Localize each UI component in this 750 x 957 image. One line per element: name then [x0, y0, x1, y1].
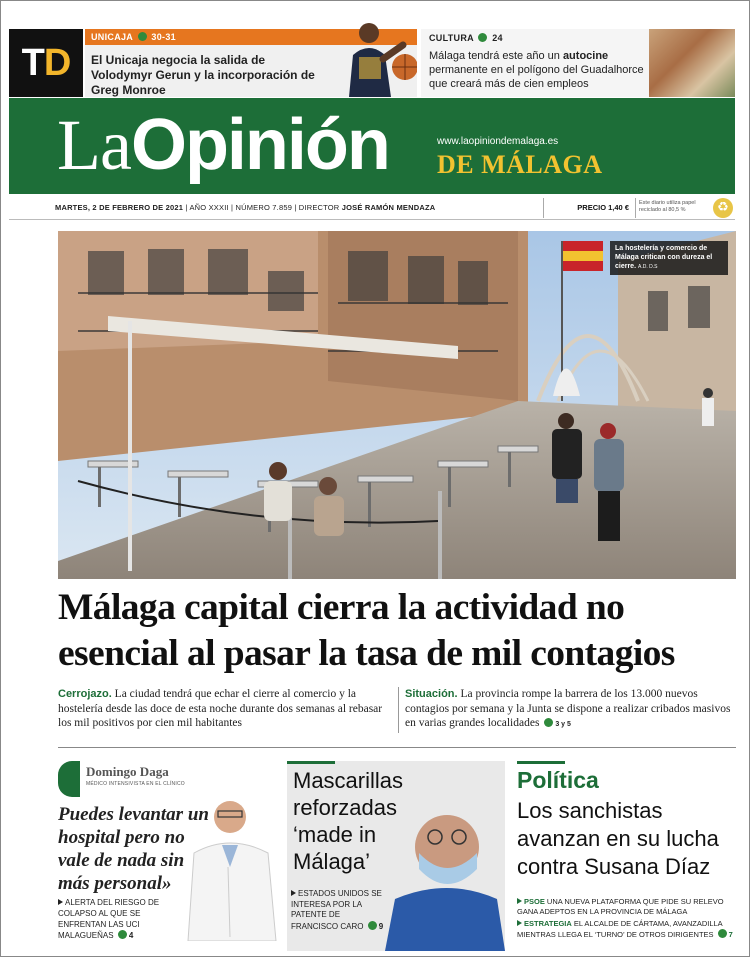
politics-title: Los sanchistas avanzan en su lucha contra Susana Díaz: [517, 798, 719, 879]
page-ref-icon: [478, 33, 487, 42]
politics-story[interactable]: [513, 761, 737, 951]
opinion-story[interactable]: [58, 761, 284, 951]
newspaper-logo: LaOpinión: [57, 105, 389, 185]
section-bar: [517, 761, 565, 764]
author-name: Domingo Daga: [86, 764, 169, 779]
doctor-photo: [178, 787, 284, 941]
masks-title: Mascarillas reforzadas ‘made in Málaga’: [293, 768, 404, 874]
headline-line-2: esencial al pasar la tasa de mil contagios: [58, 633, 675, 674]
street-terrace-photo: [58, 231, 736, 579]
photo-caption: La hostelería y comercio de Málaga critican con dureza el cierre. A.D. D.S: [610, 241, 728, 275]
dateline-divider: [543, 198, 544, 218]
dateline-divider: [635, 198, 636, 218]
page-ref-icon: [138, 32, 147, 41]
edition-info: MARTES, 2 DE FEBRERO DE 2021 | AÑO XXXII | NÚMERO 7.859 | DIRECTOR JOSÉ RAMÓN MENDAZA: [55, 203, 436, 212]
sports-teaser[interactable]: [85, 29, 417, 97]
dateline: [9, 196, 735, 220]
subhead-cerrojazo[interactable]: Cerrojazo. La ciudad tendrá que echar el cierre al comercio y la hostelería desde las doce de esta noche durante dos semanas al rebasar los mil positivos por cien mil habitantes: [58, 688, 383, 729]
recycled-paper-note: Este diario utiliza papel reciclado al 80,5 %: [639, 200, 696, 213]
main-headline[interactable]: [58, 585, 738, 677]
quote-mark-icon: [58, 761, 80, 797]
website-url[interactable]: www.laopiniondemalaga.es: [437, 136, 559, 147]
main-photo[interactable]: [58, 231, 736, 579]
masthead[interactable]: [9, 98, 735, 194]
recycle-icon: ♻: [713, 198, 733, 218]
author-role: MÉDICO INTENSIVISTA EN EL CLÍNICO: [86, 781, 185, 787]
culture-teaser-text: Málaga tendrá este año un autocine permanente en el polígono del Guadalhorce que creará más de cien empleos: [429, 50, 644, 90]
td-logo[interactable]: [9, 29, 83, 97]
td-logo-d: D: [43, 42, 71, 84]
culture-teaser[interactable]: [421, 29, 735, 97]
opinion-alert: ALERTA DEL RIESGO DE COLAPSO AL QUE SE ENFRENTAN LAS UCI MALAGUEÑAS 4: [58, 898, 160, 940]
culture-kicker: CULTURA 24: [429, 33, 503, 43]
top-teasers: [9, 29, 735, 97]
masthead-subtitle: DE MÁLAGA: [437, 150, 603, 179]
page-ref-icon: [718, 929, 727, 938]
politics-item-estrategia: ESTRATEGIA EL ALCALDE DE CÁRTAMA, AVANZADILLA MIENTRAS LLEGA EL ‘TURNO’ DE OTROS DIRIGENTES 7: [517, 919, 733, 939]
section-bar: [287, 761, 335, 764]
subhead-situacion[interactable]: Situación. La provincia rompe la barrera de los 13.000 nuevos contagios por semana y la Junta se dispone a realizar cribados masivos en varias grandes localidades 3 y 5: [405, 688, 731, 729]
drive-in-aerial-image: [649, 29, 735, 97]
politics-kicker: Política: [517, 767, 599, 793]
section-rule: [58, 747, 736, 748]
basketball-player-image: [319, 15, 417, 97]
page-ref-icon: [118, 930, 127, 939]
masked-man-photo: [385, 807, 505, 951]
subhead-divider: [398, 687, 399, 733]
sports-kicker: UNICAJA 30-31: [91, 32, 176, 42]
td-logo-t: T: [21, 42, 44, 84]
sports-teaser-text: El Unicaja negocia la salida de Volodymyr Gerun y la incorporación de Greg Monroe: [91, 53, 315, 97]
page-ref-icon: [368, 921, 377, 930]
page-ref-icon: [544, 718, 553, 727]
price: PRECIO 1,40 €: [577, 203, 629, 212]
politics-item-psoe: PSOE UNA NUEVA PLATAFORMA QUE PIDE SU RELEVO GANA ADEPTOS EN LA PROVINCIA DE MÁLAGA: [517, 897, 724, 916]
opinion-quote: Puedes levantar un hospital pero no vale de nada sin más personal»: [58, 804, 209, 894]
masks-story[interactable]: [287, 761, 505, 951]
headline-line-1: Málaga capital cierra la actividad no: [58, 587, 625, 628]
masks-note: ESTADOS UNIDOS SE INTERESA POR LA PATENTE DE FRANCISCO CARO 9: [291, 889, 384, 931]
